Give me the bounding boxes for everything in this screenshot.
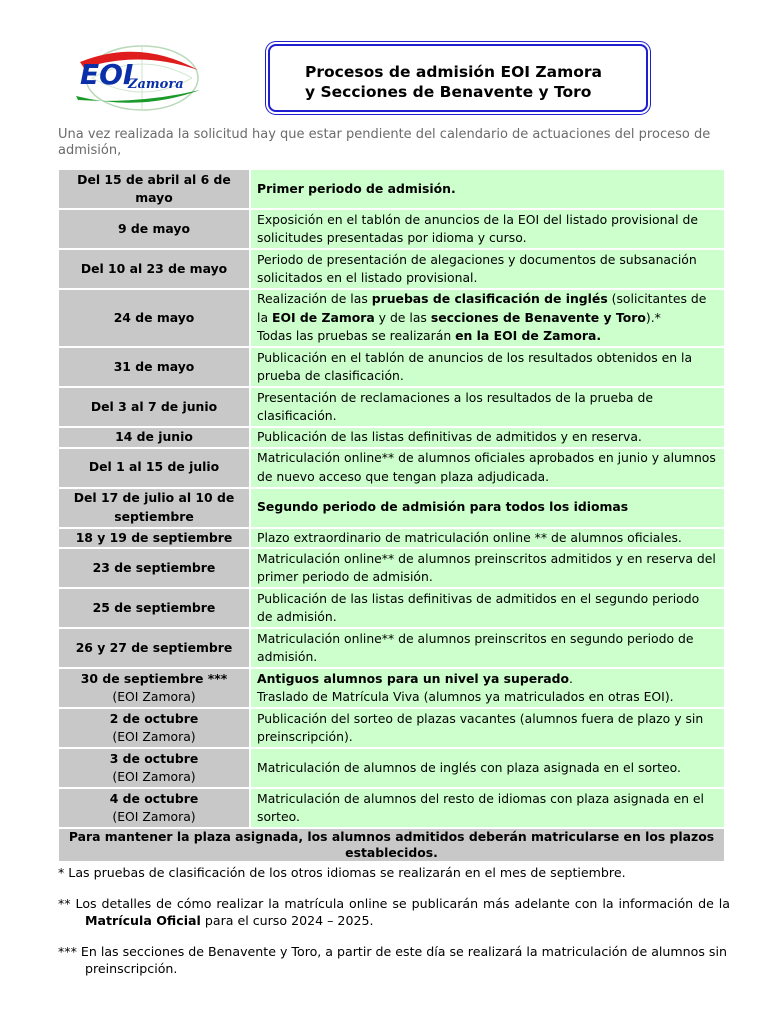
description-text: Publicación del sorteo de plazas vacantes (alumnos fuera de plazo y sin preinscripción). <box>257 710 704 744</box>
description-bold-text: Primer periodo de admisión. <box>257 180 456 196</box>
description-cell <box>251 348 724 386</box>
date-cell <box>59 449 249 487</box>
description-cell <box>251 629 724 667</box>
footnote-1: * Las pruebas de clasificación de los otros idiomas se realizarán en el mes de septiembre. <box>58 865 626 880</box>
date-sublabel: (EOI Zamora) <box>112 729 196 744</box>
date-label: 26 y 27 de septiembre <box>75 639 233 655</box>
date-label: 23 de septiembre <box>92 559 216 575</box>
description-bold-text: en la EOI de Zamora. <box>455 328 602 344</box>
date-label: 4 de octubre <box>109 790 199 806</box>
page-title <box>305 62 602 102</box>
table-row <box>59 388 724 426</box>
description-cell <box>251 789 724 827</box>
footnote-2-pre: ** Los detalles de cómo realizar la matrícula online se publicarán más adelante con la información de la <box>58 896 730 911</box>
description-text: Periodo de presentación de alegaciones y documentos de subsanación solicitados en el listado provisional. <box>257 251 697 285</box>
table-row <box>59 669 724 707</box>
date-cell <box>59 290 249 346</box>
description-cell <box>251 210 724 248</box>
footnote-2 <box>58 895 730 929</box>
eoi-logo <box>70 40 206 114</box>
description-text: Realización de las <box>257 291 372 307</box>
description-cell <box>251 290 724 346</box>
table-row <box>59 428 724 447</box>
description-text: (solicitantes de la <box>257 291 707 325</box>
table-row <box>59 348 724 386</box>
date-cell <box>59 529 249 548</box>
description-bold-text: EOI de Zamora <box>271 309 375 325</box>
date-cell <box>59 589 249 627</box>
description-text: Publicación de las listas definitivas de admitidos en el segundo periodo de admisión. <box>257 590 700 624</box>
date-cell <box>59 749 249 787</box>
description-text: Matriculación online** de alumnos preinscritos admitidos y en reserva del primer periodo de admisión. <box>257 550 716 584</box>
date-cell <box>59 428 249 447</box>
intro-text: Una vez realizada la solicitud hay que estar pendiente del calendario de actuaciones del proceso de admisión, <box>58 127 711 158</box>
table-row <box>59 749 724 787</box>
description-cell <box>251 529 724 548</box>
table-row <box>59 250 724 288</box>
date-label: 30 de septiembre *** <box>80 670 228 686</box>
date-label: 25 de septiembre <box>92 599 216 615</box>
date-cell <box>59 210 249 248</box>
date-cell <box>59 709 249 747</box>
description-cell <box>251 669 724 707</box>
description-cell <box>251 170 724 208</box>
footnote-3: *** En las secciones de Benavente y Toro, a partir de este día se realizará la matriculación de alumnos sin preinscripción. <box>58 944 727 976</box>
date-label: 24 de mayo <box>113 309 195 325</box>
table-row <box>59 529 724 548</box>
description-text: Presentación de reclamaciones a los resultados de la prueba de clasificación. <box>257 389 653 423</box>
table-row <box>59 489 724 527</box>
title-box <box>268 44 648 112</box>
table-footer-row <box>59 829 724 861</box>
date-label: Del 10 al 23 de mayo <box>80 260 228 276</box>
date-label: 31 de mayo <box>113 358 195 374</box>
footnote-2-post: para el curso 2024 – 2025. <box>200 913 374 928</box>
date-label: Del 1 al 15 de julio <box>88 459 220 475</box>
date-cell <box>59 489 249 527</box>
description-cell <box>251 428 724 447</box>
footnotes <box>58 864 730 977</box>
description-text: Traslado de Matrícula Viva (alumnos ya matriculados en otras EOI). <box>257 689 674 704</box>
date-cell <box>59 669 249 707</box>
date-label: 9 de mayo <box>117 220 190 236</box>
description-bold-text: Antiguos alumnos para un nivel ya superado <box>257 670 569 686</box>
table-row <box>59 170 724 208</box>
date-label: 14 de junio <box>115 429 193 444</box>
date-cell <box>59 629 249 667</box>
date-label: Del 3 al 7 de junio <box>90 398 218 414</box>
description-cell <box>251 549 724 587</box>
description-cell <box>251 489 724 527</box>
description-text: Matriculación online** de alumnos preinscritos en segundo periodo de admisión. <box>257 630 694 664</box>
description-cell <box>251 250 724 288</box>
schedule-table <box>57 168 726 863</box>
date-cell <box>59 388 249 426</box>
date-label: Del 15 de abril al 6 de mayo <box>77 171 231 205</box>
description-text: . <box>569 670 573 686</box>
title-line-2: y Secciones de Benavente y Toro <box>305 83 592 101</box>
date-cell <box>59 250 249 288</box>
date-label: 2 de octubre <box>109 710 199 726</box>
date-cell <box>59 789 249 827</box>
description-bold-text: secciones de Benavente y Toro <box>430 309 646 325</box>
description-text: Todas las pruebas se realizarán <box>257 328 456 344</box>
description-cell <box>251 388 724 426</box>
date-cell <box>59 170 249 208</box>
description-bold-text: pruebas de clasificación de inglés <box>371 291 608 307</box>
date-label: 18 y 19 de septiembre <box>75 529 233 545</box>
date-label: 3 de octubre <box>109 750 199 766</box>
description-cell <box>251 749 724 787</box>
description-cell <box>251 449 724 487</box>
title-line-1: Procesos de admisión EOI Zamora <box>305 63 603 81</box>
date-sublabel: (EOI Zamora) <box>112 689 196 704</box>
description-text: Exposición en el tablón de anuncios de la EOI del listado provisional de solicitudes presentadas por idioma y curso. <box>257 211 698 245</box>
table-row <box>59 549 724 587</box>
table-row <box>59 210 724 248</box>
description-text: Plazo extraordinario de matriculación online ** de alumnos oficiales. <box>257 529 682 545</box>
description-text: Matriculación online** de alumnos oficiales aprobados en junio y alumnos de nuevo acceso que tengan plaza adjudicada. <box>257 450 716 484</box>
date-cell <box>59 549 249 587</box>
logo-text-main: EOI <box>80 58 134 91</box>
description-text: Publicación de las listas definitivas de admitidos y en reserva. <box>257 429 642 444</box>
date-cell <box>59 348 249 386</box>
description-text: ).* <box>645 309 661 325</box>
table-row <box>59 709 724 747</box>
date-label: Del 17 de julio al 10 de septiembre <box>73 490 235 524</box>
table-row <box>59 449 724 487</box>
footnote-2-bold: Matrícula Oficial <box>85 913 201 928</box>
description-text: Publicación en el tablón de anuncios de los resultados obtenidos en la prueba de clasificación. <box>257 349 693 383</box>
description-cell <box>251 709 724 747</box>
logo-text-sub: Zamora <box>128 77 184 92</box>
date-sublabel: (EOI Zamora) <box>112 809 196 824</box>
description-bold-text: Segundo periodo de admisión para todos los idiomas <box>257 499 629 515</box>
description-text: Matriculación de alumnos de inglés con plaza asignada en el sorteo. <box>257 759 681 775</box>
table-row <box>59 789 724 827</box>
description-text: y de las <box>374 309 431 325</box>
description-text: Matriculación de alumnos del resto de idiomas con plaza asignada en el sorteo. <box>257 790 704 824</box>
date-sublabel: (EOI Zamora) <box>112 769 196 784</box>
table-row <box>59 290 724 346</box>
description-cell <box>251 589 724 627</box>
table-row <box>59 589 724 627</box>
table-row <box>59 629 724 667</box>
enrollment-reminder: Para mantener la plaza asignada, los alumnos admitidos deberán matricularse en los plazos establecidos. <box>59 829 724 861</box>
